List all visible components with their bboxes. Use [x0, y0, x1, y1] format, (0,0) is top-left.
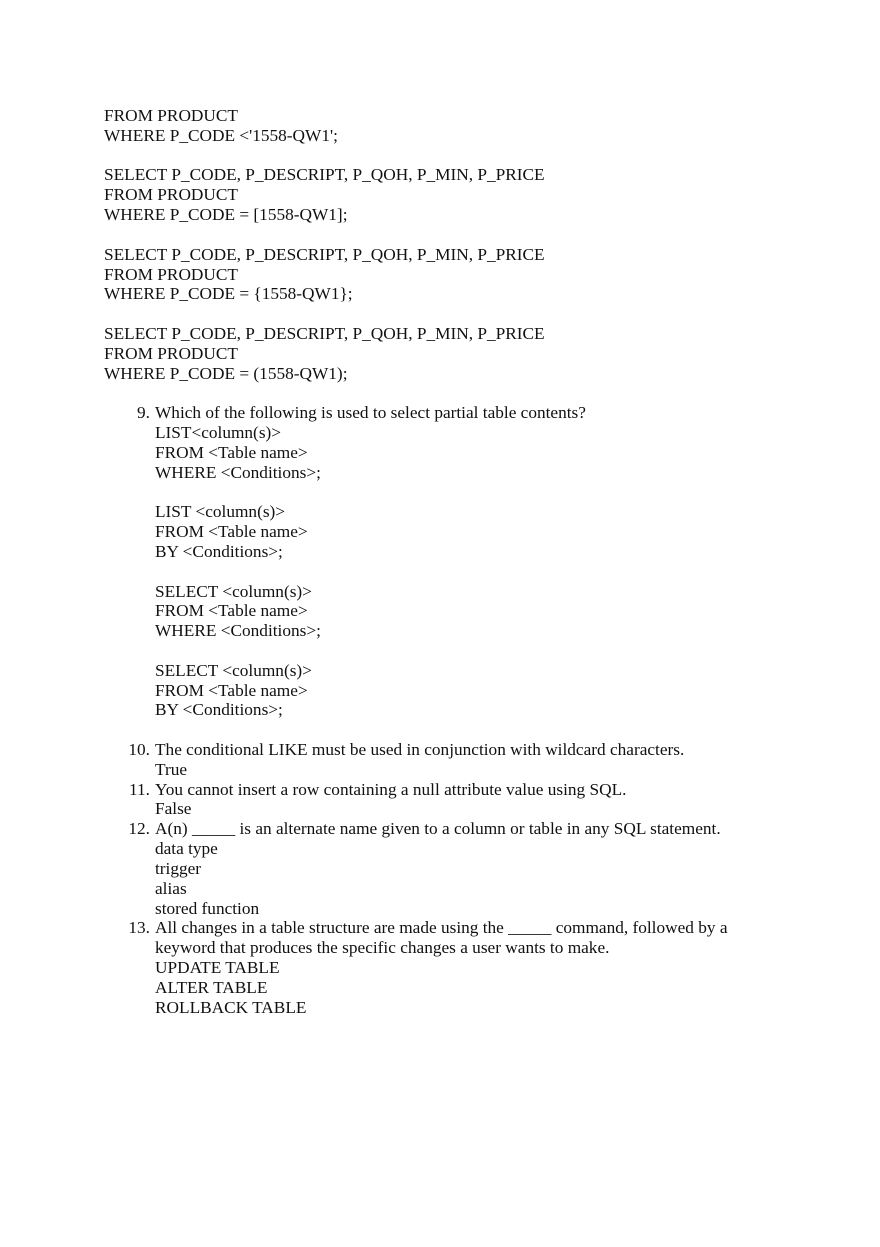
answer-option: ALTER TABLE — [155, 977, 268, 997]
option-line: FROM PRODUCT — [104, 343, 238, 363]
option-line: WHERE P_CODE = (1558-QW1); — [104, 363, 348, 383]
question-13 — [104, 918, 804, 938]
option-line: WHERE P_CODE = {1558-QW1}; — [104, 284, 353, 304]
option-line: FROM PRODUCT — [104, 106, 238, 125]
option-line: LIST <column(s)> — [155, 502, 286, 522]
question-text-continued: keyword that produces the specific changes a user wants to make. — [155, 938, 610, 958]
question-text: You cannot insert a row containing a null attribute value using SQL. — [155, 779, 627, 799]
option-line: WHERE P_CODE = [1558-QW1]; — [104, 205, 348, 225]
option-line: SELECT P_CODE, P_DESCRIPT, P_QOH, P_MIN, P_PRICE — [104, 165, 545, 185]
answer-option: data type — [155, 839, 218, 859]
question-number: 9. — [137, 403, 150, 423]
option-line: SELECT <column(s)> — [155, 581, 312, 601]
question-text: All changes in a table structure are made using the _____ command, followed by a — [155, 918, 728, 938]
question-text: Which of the following is used to select partial table contents? — [155, 403, 586, 423]
answer-option: UPDATE TABLE — [155, 957, 280, 977]
option-line: WHERE <Conditions>; — [155, 462, 321, 482]
question-number: 13. — [128, 918, 150, 938]
question-number: 10. — [128, 740, 150, 759]
option-line: FROM <Table name> — [155, 442, 308, 462]
question-number: 12. — [128, 819, 150, 839]
question-10 — [104, 740, 804, 760]
question-9 — [104, 403, 804, 423]
option-line: LIST<column(s)> — [155, 423, 282, 442]
option-line: BY <Conditions>; — [155, 541, 283, 561]
question-12 — [104, 819, 804, 839]
answer-option: ROLLBACK TABLE — [155, 997, 307, 1017]
question-11 — [104, 780, 804, 800]
option-line: FROM <Table name> — [155, 601, 308, 621]
option-line: FROM <Table name> — [155, 680, 308, 700]
answer-option: False — [155, 799, 192, 819]
option-line: SELECT <column(s)> — [155, 660, 312, 680]
answer-option: stored function — [155, 898, 260, 918]
document-page — [104, 106, 804, 1017]
option-line: SELECT P_CODE, P_DESCRIPT, P_QOH, P_MIN, P_PRICE — [104, 323, 545, 343]
question-text: The conditional LIKE must be used in conjunction with wildcard characters. — [155, 740, 685, 759]
question-text: A(n) _____ is an alternate name given to a column or table in any SQL statement. — [155, 819, 721, 839]
option-line: SELECT P_CODE, P_DESCRIPT, P_QOH, P_MIN, P_PRICE — [104, 244, 545, 264]
answer-option: alias — [155, 878, 187, 898]
option-line: WHERE P_CODE <'1558-QW1'; — [104, 125, 338, 145]
option-line: BY <Conditions>; — [155, 700, 283, 720]
option-line: FROM PRODUCT — [104, 264, 238, 284]
option-line: WHERE <Conditions>; — [155, 621, 321, 641]
answer-option: True — [155, 759, 188, 779]
option-line: FROM PRODUCT — [104, 185, 238, 205]
option-line: FROM <Table name> — [155, 522, 308, 542]
answer-option: trigger — [155, 858, 202, 878]
question-number: 11. — [129, 779, 150, 799]
